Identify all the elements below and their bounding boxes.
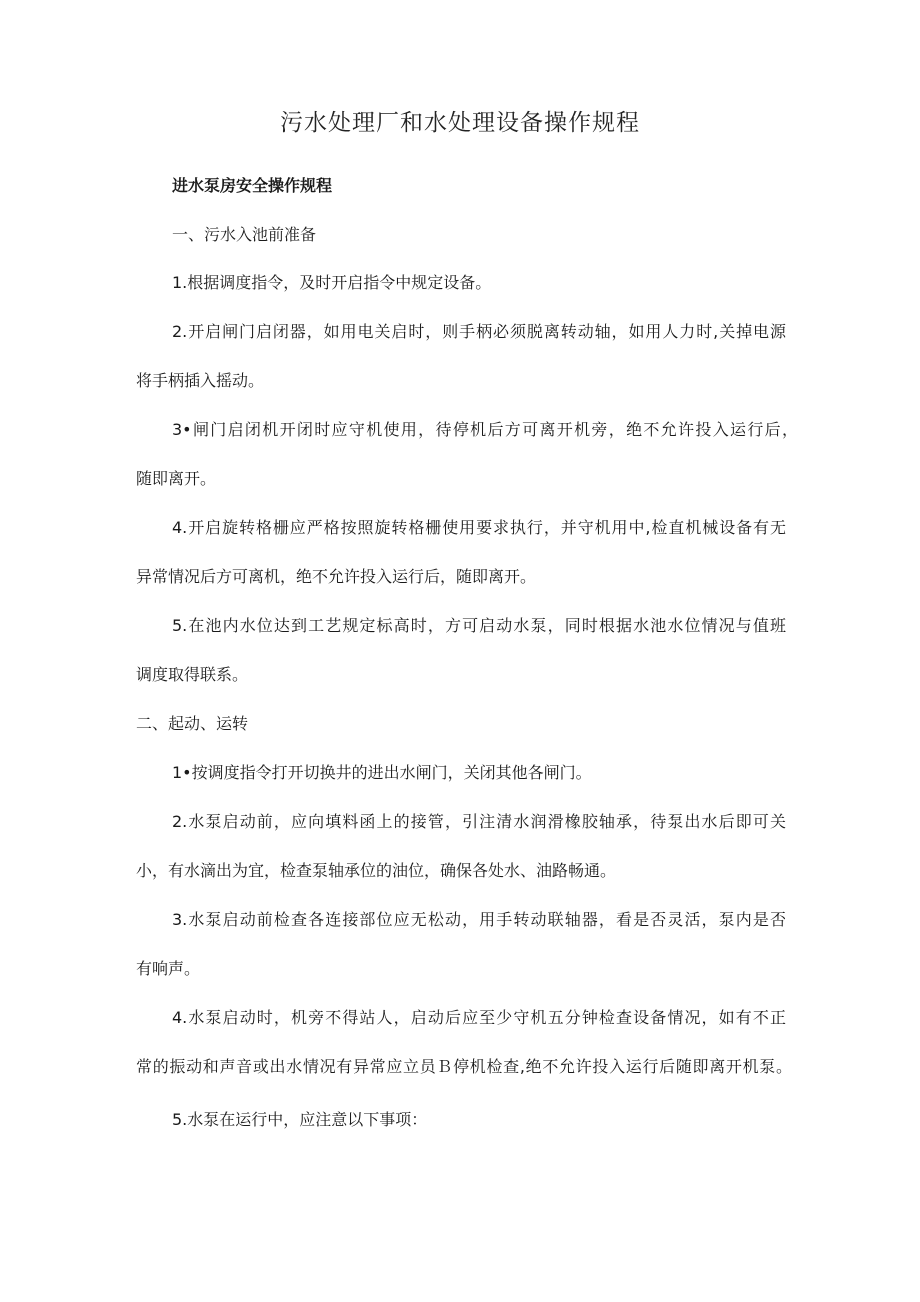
part2-item1: 1•按调度指令打开切换井的进出水闸门，关闭其他各闸门。 — [172, 763, 592, 782]
part1-item5-line1: 5.在池内水位达到工艺规定标高时，方可启动水泵，同时根据水池水位情况与值班 — [172, 616, 786, 635]
part1-item4-line1: 4.开启旋转格栅应严格按照旋转格栅使用要求执行，并守机用中,检直机械设备有无 — [172, 518, 786, 537]
part2-heading: 二、起动、运转 — [136, 714, 249, 733]
part2-item3-line2: 有响声。 — [136, 959, 201, 978]
part2-item2-line2: 小，有水滴出为宜，检查泵轴承位的油位，确保各处水、油路畅通。 — [136, 861, 617, 880]
section-heading: 进水泵房安全操作规程 — [172, 176, 333, 195]
document-title: 污水处理厂和水处理设备操作规程 — [280, 110, 640, 136]
part1-item3-line1: 3•闸门启闭机开闭时应守机使用，待停机后方可离开机旁，绝不允许投入运行后， — [172, 420, 798, 439]
part1-item2-line2: 将手柄插入摇动。 — [136, 371, 265, 390]
part2-item3-line1: 3.水泵启动前检查各连接部位应无松动，用手转动联轴器，看是否灵活，泵内是否 — [172, 910, 786, 929]
part2-item5: 5.水泵在运行中，应注意以下事项： — [172, 1110, 428, 1129]
part1-item5-line2: 调度取得联系。 — [136, 665, 249, 684]
part2-item2-line1: 2.水泵启动前，应向填料函上的接管，引注清水润滑橡胶轴承，待泵出水后即可关 — [172, 812, 786, 831]
part2-item4-line1: 4.水泵启动时，机旁不得站人，启动后应至少守机五分钟检查设备情况，如有不正 — [172, 1008, 786, 1027]
part2-item4-line2: 常的振动和声音或出水情况有异常应立员Ｂ停机检查,绝不允许投入运行后随即离开机泵。 — [136, 1057, 792, 1076]
part1-item3-line2: 随即离开。 — [136, 469, 217, 488]
part1-heading: 一、污水入池前准备 — [172, 225, 317, 244]
part1-item2-line1: 2.开启闸门启闭器，如用电关启时，则手柄必须脱离转动轴，如用人力时,关掉电源 — [172, 322, 786, 341]
part1-item4-line2: 异常情况后方可离机，绝不允许投入运行后，随即离开。 — [136, 567, 537, 586]
part1-item1: 1.根据调度指令，及时开启指令中规定设备。 — [172, 273, 492, 292]
